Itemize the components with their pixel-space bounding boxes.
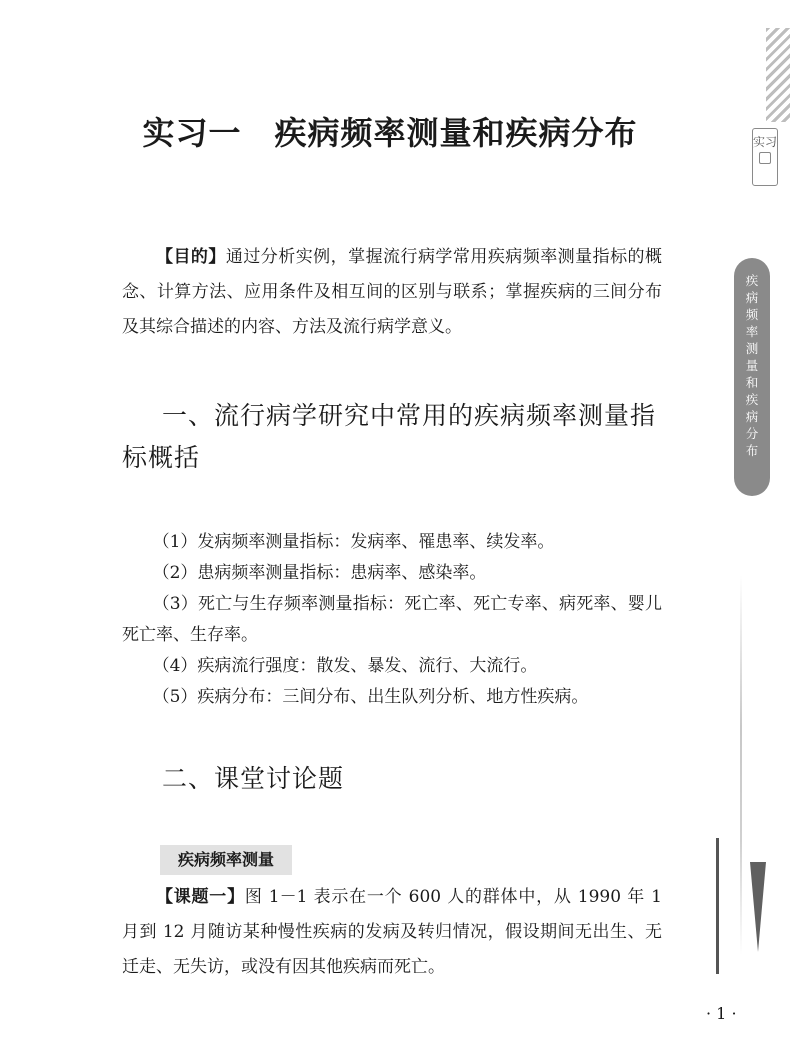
margin-triangle-marker <box>750 862 766 952</box>
chapter-tab-label: 实习 <box>753 135 778 149</box>
section-1-heading: 一、流行病学研究中常用的疾病频率测量指标概括 <box>122 401 657 472</box>
list-item: （3）死亡与生存频率测量指标：死亡率、死亡专率、病死率、婴儿死亡率、生存率。 <box>122 594 662 645</box>
corner-hatch-decoration <box>766 28 790 122</box>
list-item: （5）疾病分布：三间分布、出生队列分析、地方性疾病。 <box>152 687 589 707</box>
side-tab-char: 疾 <box>745 273 759 288</box>
list-item: （2）患病频率测量指标：患病率、感染率。 <box>152 563 487 583</box>
list-item: （4）疾病流行强度：散发、暴发、流行、大流行。 <box>152 656 538 676</box>
objective-lead: 【目的】 <box>156 247 226 267</box>
subheading-box: 疾病频率测量 <box>160 845 292 875</box>
side-tab-char: 病 <box>745 409 759 424</box>
list-item: （1）发病频率测量指标：发病率、罹患率、续发率。 <box>152 532 555 552</box>
indicator-list <box>122 527 662 713</box>
side-tab-char: 病 <box>745 290 759 305</box>
topic-1-lead: 【课题一】 <box>156 887 245 907</box>
margin-fade-line <box>740 575 742 955</box>
side-tab-char: 布 <box>745 443 759 458</box>
page-title: 实习一 疾病频率测量和疾病分布 <box>142 114 638 152</box>
side-tab-char: 和 <box>745 375 759 390</box>
topic-1-text: 图 1－1 表示在一个 600 人的群体中，从 1990 年 1 月到 12 月随访某种慢性疾病的发病及转归情况，假设期间无出生、无迁走、无失访，或没有因其他疾病而死亡。 <box>122 887 662 977</box>
side-tab-char: 率 <box>745 324 759 339</box>
side-tab-char: 疾 <box>745 392 759 407</box>
section-2-heading: 二、课堂讨论题 <box>162 764 345 793</box>
topic-1-paragraph <box>122 880 662 985</box>
side-tab-char: 量 <box>745 358 759 373</box>
side-tab-char: 测 <box>745 341 759 356</box>
chapter-tab <box>752 128 778 186</box>
chapter-tab-mark <box>759 152 771 164</box>
side-tab-char: 频 <box>745 307 759 322</box>
side-tab-char: 分 <box>745 426 759 441</box>
page-number: · 1 · <box>706 1004 737 1023</box>
margin-rule <box>716 838 719 974</box>
side-title-tab <box>734 258 770 496</box>
objective-text: 通过分析实例，掌握流行病学常用疾病频率测量指标的概念、计算方法、应用条件及相互间的区别与联系；掌握疾病的三间分布及其综合描述的内容、方法及流行病学意义。 <box>122 247 663 337</box>
objective-paragraph <box>122 240 662 345</box>
